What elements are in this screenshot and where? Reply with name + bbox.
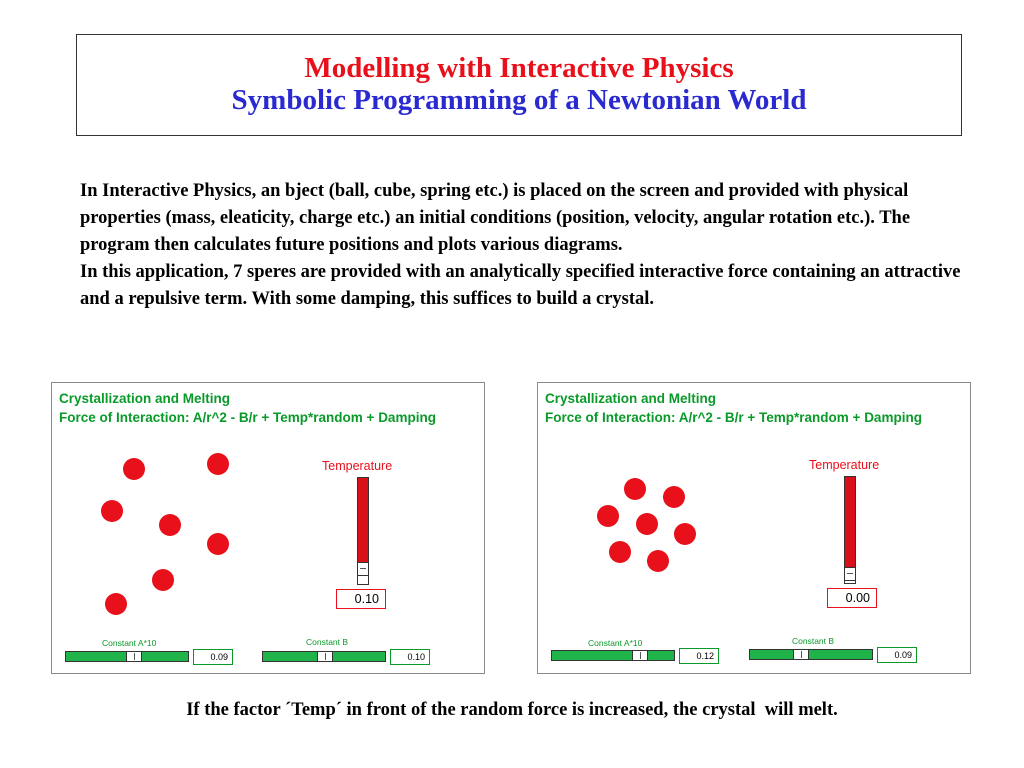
constant-a-slider[interactable]: [65, 651, 189, 662]
panel-force-formula: Force of Interaction: A/r^2 - B/r + Temp*random + Damping: [545, 410, 922, 425]
temperature-value[interactable]: 0.00: [827, 588, 877, 608]
sphere[interactable]: [609, 541, 631, 563]
sphere[interactable]: [207, 453, 229, 475]
temperature-gauge-handle[interactable]: [845, 567, 855, 581]
panel-title: Crystallization and Melting: [59, 391, 231, 406]
constant-b-slider[interactable]: [749, 649, 873, 660]
constant-b-label: Constant B: [306, 637, 349, 647]
sphere[interactable]: [624, 478, 646, 500]
constant-a-label: Constant A*10: [588, 638, 643, 648]
constant-b-value[interactable]: 0.10: [390, 649, 430, 665]
constant-b-label: Constant B: [792, 636, 835, 646]
constant-b-slider[interactable]: [262, 651, 386, 662]
intro-paragraph-2: In this application, 7 speres are provided with an analytically specified interactive force containing an attractive and a repulsive term. With some damping, this suffices to build a crystal.: [80, 262, 961, 309]
sphere[interactable]: [207, 533, 229, 555]
temperature-label: Temperature: [322, 459, 393, 473]
constant-a-slider-thumb[interactable]: [126, 652, 142, 661]
sphere[interactable]: [647, 550, 669, 572]
constant-a-value[interactable]: 0.12: [679, 648, 719, 664]
sphere[interactable]: [663, 486, 685, 508]
intro-text: [80, 178, 980, 313]
constant-a-slider[interactable]: [551, 650, 675, 661]
sphere[interactable]: [101, 500, 123, 522]
constant-b-slider-thumb[interactable]: [317, 652, 333, 661]
temperature-gauge-handle[interactable]: [358, 562, 368, 576]
page-subtitle: Symbolic Programming of a Newtonian World: [231, 84, 807, 116]
simulation-panel-crystal: [537, 382, 971, 674]
panel-title: Crystallization and Melting: [545, 391, 717, 406]
temperature-gauge[interactable]: [357, 477, 369, 585]
sphere[interactable]: [636, 513, 658, 535]
intro-paragraph-1: In Interactive Physics, an bject (ball, cube, spring etc.) is placed on the screen and provided with physical properties (mass, eleaticity, charge etc.) an initial conditions (position, velocity, angular rotation etc.). The program then calculates future positions and plots various diagrams.: [80, 181, 911, 255]
sphere[interactable]: [123, 458, 145, 480]
temperature-gauge[interactable]: [844, 476, 856, 584]
constant-a-value[interactable]: 0.09: [193, 649, 233, 665]
constant-b-value[interactable]: 0.09: [877, 647, 917, 663]
temperature-value[interactable]: 0.10: [336, 589, 386, 609]
panel-force-formula: Force of Interaction: A/r^2 - B/r + Temp*random + Damping: [59, 410, 436, 425]
temperature-gauge-fill: [358, 478, 368, 562]
sphere[interactable]: [152, 569, 174, 591]
sphere[interactable]: [674, 523, 696, 545]
sphere[interactable]: [105, 593, 127, 615]
temperature-gauge-fill: [845, 477, 855, 567]
constant-a-slider-thumb[interactable]: [632, 651, 648, 660]
caption: If the factor ´Temp´ in front of the random force is increased, the crystal will melt.: [186, 700, 838, 720]
constant-b-slider-thumb[interactable]: [793, 650, 809, 659]
sphere[interactable]: [159, 514, 181, 536]
simulation-panel-warm: [51, 382, 485, 674]
temperature-label: Temperature: [809, 458, 880, 472]
title-box: [76, 34, 962, 136]
sphere[interactable]: [597, 505, 619, 527]
constant-a-label: Constant A*10: [102, 638, 157, 648]
page-title: Modelling with Interactive Physics: [304, 52, 734, 84]
